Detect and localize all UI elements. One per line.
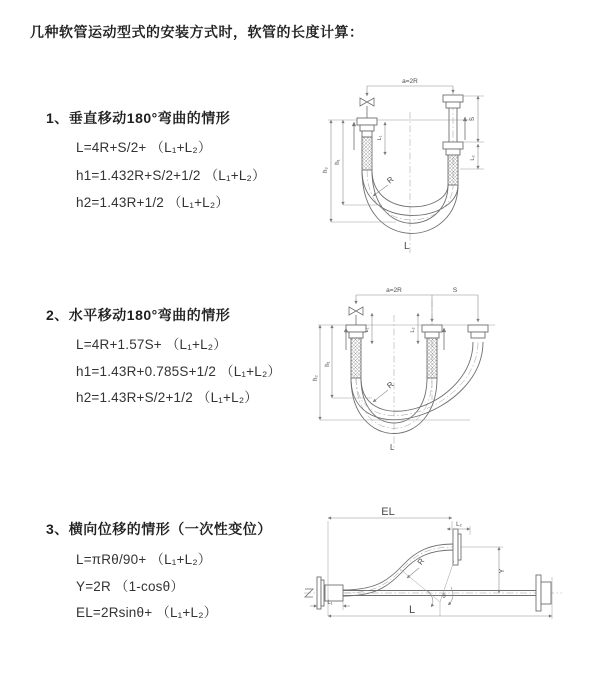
dim-h1-label: h₁ [325,361,331,367]
dim-r-label: R [385,174,396,186]
dim-r-label: R [385,379,396,391]
dim-y-label: Y [499,568,506,574]
section3-formula-EL: EL=2Rsinθ+ （L₁+L₂） [76,605,218,620]
dim-l2-label: L₂ [456,522,462,528]
dim-l-label: L [390,443,395,452]
dim-l1-label: L₁ [377,135,383,141]
dim-l2 [460,144,484,169]
right-flange [536,575,551,611]
dim-l1 [364,313,372,344]
section1-formula-h2: h2=1.43R+1/2 （L₁+L₂） [76,195,230,210]
radius-label [373,175,396,196]
valve-icon [360,98,374,118]
dim-h2-label: h₂ [323,167,329,173]
dim-el [328,506,452,616]
radius-label [407,556,426,578]
braided-hose-section [448,155,458,185]
dim-s [463,96,484,142]
dim-l2-label: L₂ [470,155,476,161]
dim-l2 [447,522,470,535]
section1-heading: 1、垂直移动180°弯曲的情形 [46,110,231,126]
dim-a2r [356,287,478,322]
u-bend-hose-wide [351,342,483,420]
dim-a2r [367,78,453,96]
dim-l-label: L [404,241,410,252]
section1-formula-L: L=4R+S/2+ （L₁+L₂） [76,140,212,155]
middle-fitting [422,325,442,378]
section3-heading: 3、横向位移的情形（一次性变位） [46,521,272,537]
dim-s-label: S [470,116,476,122]
dim-theta-label: θ [442,594,446,600]
dim-a2r-label: a=2R [402,78,418,85]
dim-r-label: R [415,556,427,567]
section2-formula-L: L=4R+1.57S+ （L₁+L₂） [76,337,227,352]
dim-h1-label: h₁ [335,159,341,165]
dim-h1 [325,325,372,398]
upper-flange [453,529,461,565]
dim-h2-label: h₂ [313,375,319,381]
dim-el-label: EL [381,506,395,518]
section2-heading: 2、水平移动180°弯曲的情形 [46,307,231,323]
braided-hose-section [362,137,372,170]
section3-formula-Y: Y=2R （1-cosθ） [76,579,185,594]
dim-l2 [410,313,418,344]
dim-l1-label: L₁ [327,600,333,606]
dim-l1 [377,122,385,155]
section2-formula-h2: h2=1.43R+S/2+1/2 （L₁+L₂） [76,390,258,405]
right-fitting [468,325,488,338]
dim-l1-label: L₁ [364,327,370,333]
dim-l2-label: L₂ [410,327,416,333]
diagram3-lateral-displacement [300,505,600,655]
dim-a2r-label: a=2R [386,287,402,294]
left-fitting [346,325,366,378]
section2-formula-h1: h1=1.43R+0.785S+1/2 （L₁+L₂） [76,364,282,379]
braided-hose-section [351,338,361,378]
left-fitting [357,118,377,170]
s-curve-hose [343,544,453,596]
dim-s-label: S [452,287,458,294]
valve-icon [349,307,363,325]
dim-h2 [313,325,470,420]
dim-l1 [310,600,350,610]
diagram2-horizontal-u-bend [310,280,600,460]
page-title: 几种软管运动型式的安装方式时，软管的长度计算： [30,24,364,40]
diagram1-vertical-u-bend [310,70,600,260]
dim-l-label: L [408,604,416,616]
dim-y [460,547,506,593]
radius-label [373,380,396,402]
braided-hose-section [427,338,437,378]
section3-formula-L: L=πRθ/90+ （L₁+L₂） [76,552,212,567]
section1-formula-h1: h1=1.432R+S/2+1/2 （L₁+L₂） [76,168,266,183]
